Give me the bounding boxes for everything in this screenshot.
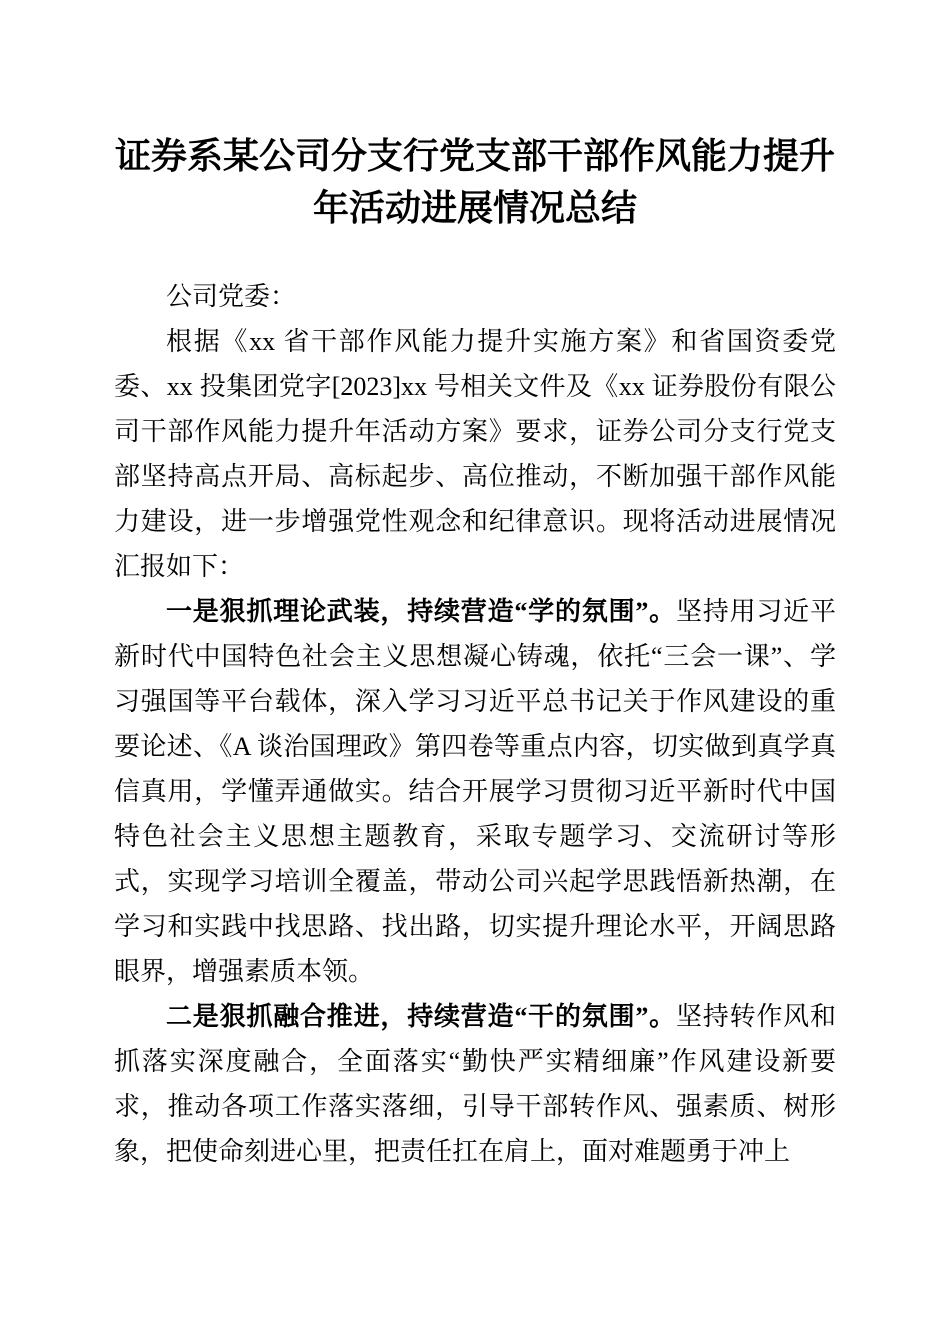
document-title-line-1: 证券系某公司分支行党支部干部作风能力提升 xyxy=(114,136,835,176)
document-title-line-2: 年活动进展情况总结 xyxy=(312,188,637,228)
paragraph-salutation: 公司党委： xyxy=(166,282,297,311)
paragraph-text: 坚持转作风和抓落实深度融合，全面落实“勤快严实精细廉”作风建设新要求，推动各项工作落实落细，引导干部转作风、强素质、树形象，把使命刻进心里，把责任扛在肩上，面对难题勇于冲上 xyxy=(114,1002,836,1166)
paragraph-intro xyxy=(114,319,836,589)
paragraph-point-1 xyxy=(114,589,836,994)
document-title xyxy=(104,130,846,234)
paragraph-lead: 一是狠抓理论武装，持续营造“学的氛围”。 xyxy=(166,597,676,626)
paragraph-lead: 二是狠抓融合推进，持续营造“干的氛围”。 xyxy=(166,1002,676,1031)
paragraph-text: 坚持用习近平新时代中国特色社会主义思想凝心铸魂，依托“三会一课”、学习强国等平台载体，深入学习习近平总书记关于作风建设的重要论述、《A 谈治国理政》第四卷等重点内容，切实做到真学真信真用，学懂弄通做实。结合开展学习贯彻习近平新时代中国特色社会主义思想主题教育，采取专题学习、交流研讨等形式，实现学习培训全覆盖，带动公司兴起学思践悟新热潮，在学习和实践中找思路、找出路，切实提升理论水平，开阔思路眼界，增强素质本领。 xyxy=(114,597,836,986)
paragraph-text: 根据《xx 省干部作风能力提升实施方案》和省国资委党委、xx 投集团党字[2023]xx 号相关文件及《xx 证券股份有限公司干部作风能力提升年活动方案》要求，证券公司分支行党支部坚持高点开局、高标起步、高位推动，不断加强干部作风能力建设，进一步增强党性观念和纪律意识。现将活动进展情况汇报如下： xyxy=(114,327,836,581)
document-body xyxy=(114,274,836,1174)
paragraph-point-2 xyxy=(114,994,836,1174)
